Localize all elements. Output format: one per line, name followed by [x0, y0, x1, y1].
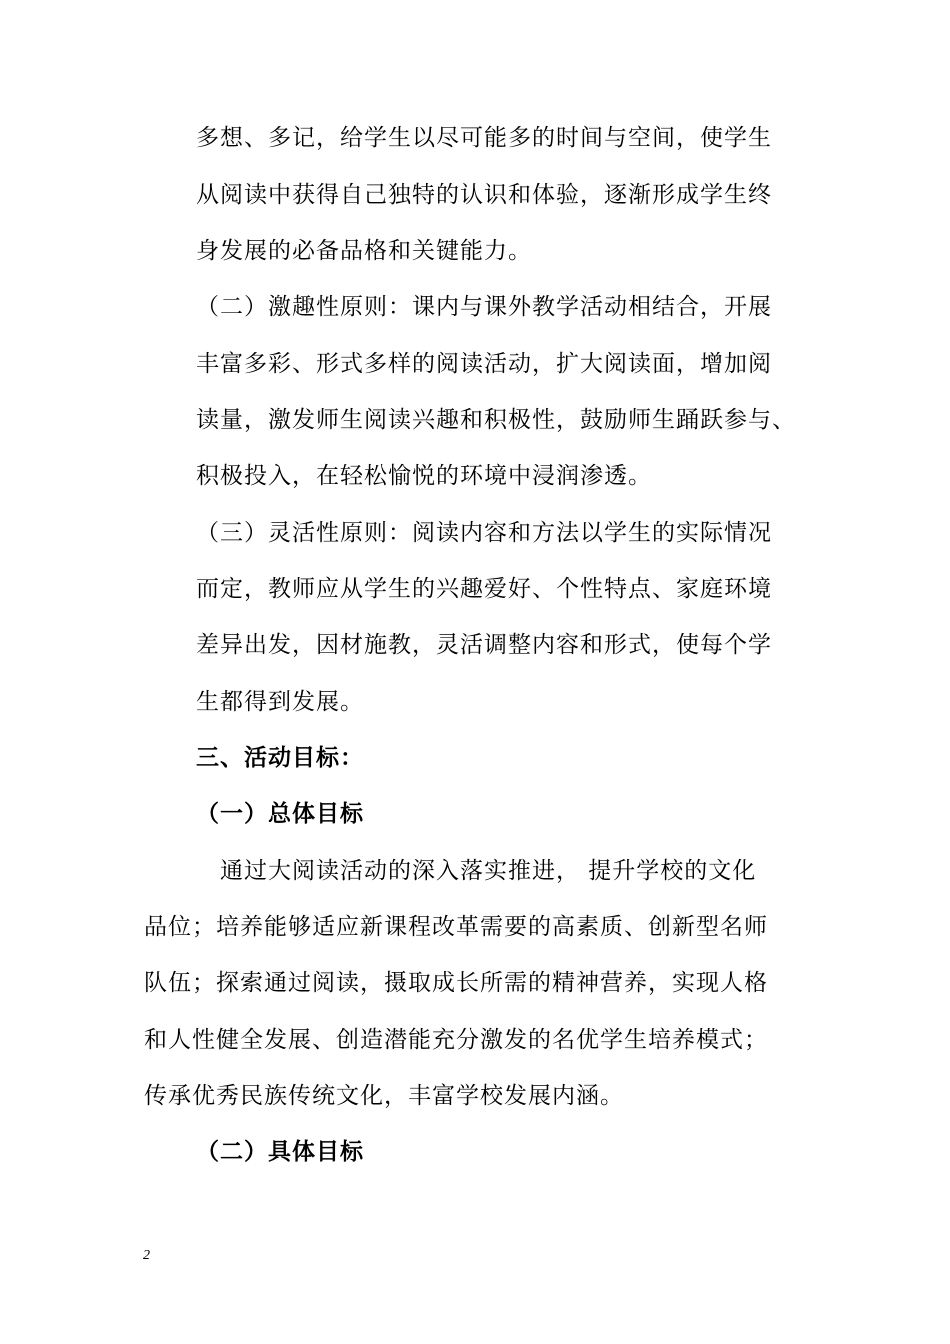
body-line: 传承优秀民族传统文化，丰富学校发展内涵。 — [144, 1083, 624, 1109]
subsection-heading: （一）总体目标 — [196, 801, 364, 827]
body-line: 差异出发，因材施教，灵活调整内容和形式，使每个学 — [196, 632, 772, 658]
body-line: （二）激趣性原则：课内与课外教学活动相结合，开展 — [196, 294, 772, 320]
body-line: （三）灵活性原则：阅读内容和方法以学生的实际情况 — [196, 520, 772, 546]
body-line: 读量，激发师生阅读兴趣和积极性，鼓励师生踊跃参与、 — [196, 407, 796, 433]
body-line: 通过大阅读活动的深入落实推进， 提升学校的文化 — [220, 858, 757, 884]
body-line: 和人性健全发展、创造潜能充分激发的名优学生培养模式； — [144, 1027, 768, 1053]
body-line: 身发展的必备品格和关键能力。 — [196, 238, 532, 264]
body-line: 丰富多彩、形式多样的阅读活动，扩大阅读面，增加阅 — [196, 351, 772, 377]
body-line: 队伍；探索通过阅读，摄取成长所需的精神营养，实现人格 — [144, 970, 768, 996]
body-line: 而定，教师应从学生的兴趣爱好、个性特点、家庭环境 — [196, 576, 772, 602]
body-line: 从阅读中获得自己独特的认识和体验，逐渐形成学生终 — [196, 182, 772, 208]
page-number: 2 — [143, 1248, 150, 1263]
subsection-heading: （二）具体目标 — [196, 1139, 364, 1165]
body-line: 品位；培养能够适应新课程改革需要的高素质、创新型名师 — [144, 914, 768, 940]
section-heading: 三、活动目标： — [196, 745, 364, 771]
body-line: 生都得到发展。 — [196, 689, 364, 715]
body-line: 多想、多记，给学生以尽可能多的时间与空间，使学生 — [196, 125, 772, 151]
body-line: 积极投入，在轻松愉悦的环境中浸润渗透。 — [196, 463, 652, 489]
